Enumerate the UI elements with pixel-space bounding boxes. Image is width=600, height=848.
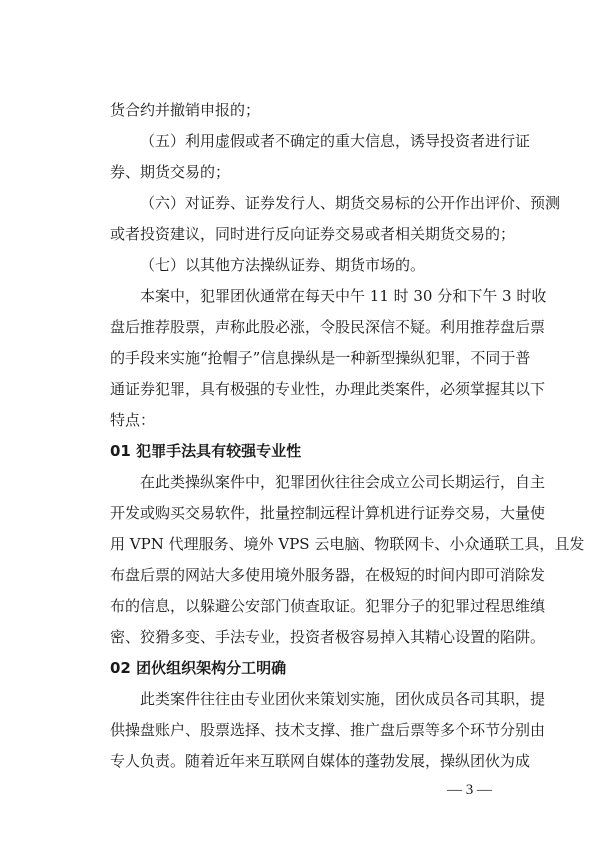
body-line: 供操盘账户、股票选择、技术支撑、推广盘后票等多个环节分别由 <box>110 721 546 739</box>
body-line: 此类案件往往由专业团伙来策划实施，团伙成员各司其职，提 <box>140 690 546 708</box>
body-line: 专人负责。随着近年来互联网自媒体的蓬勃发展，操纵团伙为成 <box>110 752 531 770</box>
body-line: 开发或购买交易软件，批量控制远程计算机进行证券交易，大量使 <box>110 504 546 522</box>
section-heading: 02 团伙组织架构分工明确 <box>110 659 287 677</box>
section-heading: 01 犯罪手法具有较强专业性 <box>110 442 302 460</box>
body-line: 的手段来实施“抢帽子”信息操纵是一种新型操纵犯罪，不同于普 <box>110 349 531 367</box>
body-line: 密、狡猾多变、手法专业，投资者极容易掉入其精心设置的陷阱。 <box>110 628 546 646</box>
body-line: 在此类操纵案件中，犯罪团伙往往会成立公司长期运行，自主 <box>140 473 546 491</box>
body-line: （五）利用虚假或者不确定的重大信息，诱导投资者进行证 <box>140 132 531 150</box>
body-line: 用 VPN 代理服务、境外 VPS 云电脑、物联网卡、小众通联工具，且发 <box>110 535 585 553</box>
body-line: 货合约并撤销申报的； <box>110 101 261 119</box>
body-line: 盘后推荐股票，声称此股必涨，令股民深信不疑。利用推荐盘后票 <box>110 318 546 336</box>
body-line: 本案中，犯罪团伙通常在每天中午 11 时 30 分和下午 3 时收 <box>140 287 547 305</box>
body-line: 券、期货交易的； <box>110 163 231 181</box>
body-line: 或者投资建议，同时进行反向证券交易或者相关期货交易的； <box>110 225 516 243</box>
body-line: 布的信息，以躲避公安部门侦查取证。犯罪分子的犯罪过程思维缜 <box>110 597 546 615</box>
body-line: 特点： <box>110 411 156 429</box>
body-line: （七）以其他方法操纵证券、期货市场的。 <box>140 256 426 274</box>
body-line: （六）对证券、证券发行人、期货交易标的公开作出评价、预测 <box>140 194 561 212</box>
page-number: — 3 — <box>447 782 492 798</box>
body-line: 通证券犯罪，具有极强的专业性，办理此类案件，必须掌握其以下 <box>110 380 546 398</box>
body-line: 布盘后票的网站大多使用境外服务器，在极短的时间内即可消除发 <box>110 566 546 584</box>
